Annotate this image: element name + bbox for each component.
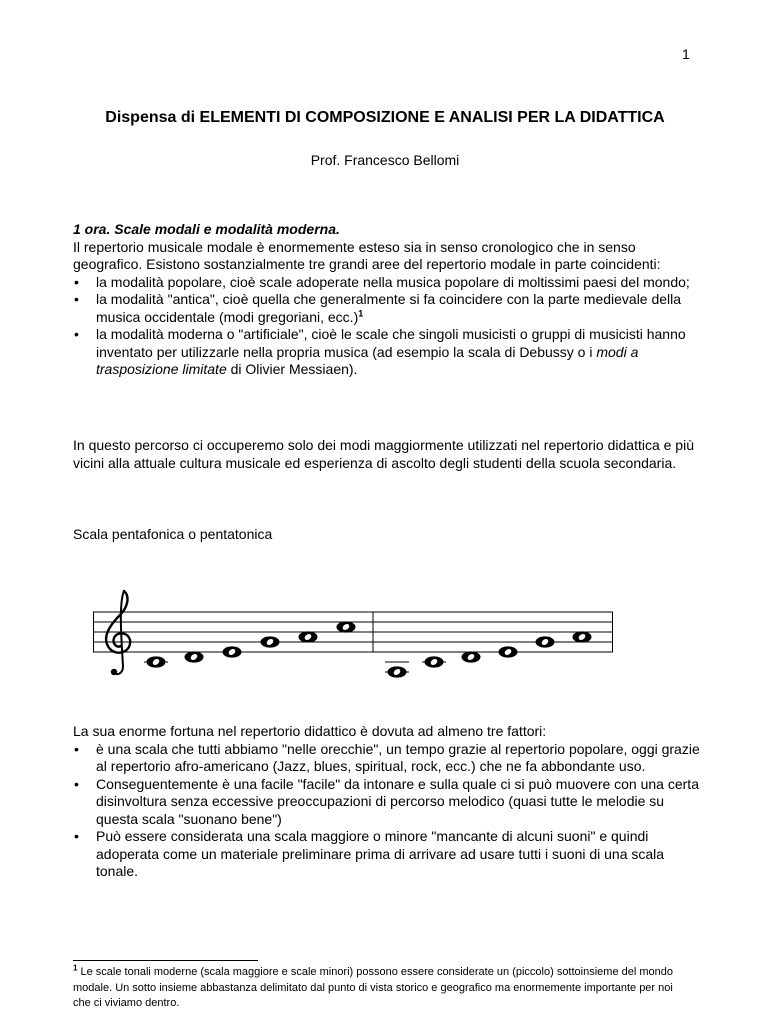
bullet: • [74, 326, 79, 342]
whole-note-C4 [147, 656, 166, 667]
modal-areas-list [73, 274, 701, 379]
reasons-block [73, 723, 701, 881]
list-item: • la modalità moderna o "artificiale", cioè le scale che singoli musicisti o gruppi di musicisti hanno inventato per utilizzarle nella propria musica (ad esempio la scala di Debussy o i modi a trasposizione limitate di Olivier Messiaen). [74, 326, 686, 377]
staff-lines [93, 612, 613, 652]
treble-clef-icon [106, 591, 130, 675]
scale-caption: Scala pentafonica o pentatonica [73, 526, 273, 542]
list-item: • la modalità "antica", cioè quella che generalmente si fa coincidere con la parte medievale della musica occidentale (modi gregoriani, ecc.)$^1$ [74, 291, 682, 325]
whole-note-G4 [261, 636, 280, 647]
footnote-separator [73, 960, 258, 961]
list-item: • Conseguentemente è una facile "facile" da intonare e sulla quale ci si può muovere con una certa disinvoltura senza eccessive preoccupazioni di percorso melodico (quasi tutte le melodie su questa scala "suonano bene") [74, 775, 699, 827]
list-item: • Può essere considerata una scala maggiore o minore "mancante di alcuni suoni" e quindi adoperata come un materiale preliminare prima di arrivare ad usare tutti i suoni di una scala tonale. [74, 828, 665, 879]
footnote-number: 1 [73, 963, 78, 973]
bullet: • [74, 291, 79, 307]
whole-note-C4 [425, 656, 444, 667]
whole-note-C5 [337, 621, 356, 632]
bullet: • [74, 775, 79, 792]
whole-note-D4 [185, 651, 204, 662]
intro-paragraph: Il repertorio musicale modale è enormemente esteso sia in senso cronologico che in senso geografico. Esistono sostanzialmente tre grandi aree del repertorio modale in parte coincidenti: [73, 238, 661, 272]
messiaen-modes-term: modi a trasposizione limitate [96, 343, 639, 377]
notes [147, 621, 592, 677]
reasons-list [73, 741, 701, 881]
whole-note-E4 [223, 646, 242, 657]
bullet: • [74, 828, 79, 844]
whole-note-E4 [499, 646, 518, 657]
reasons-intro: La sua enorme fortuna nel repertorio didattico è dovuta ad almeno tre fattori: [73, 723, 547, 739]
list-item: • la modalità popolare, cioè scale adoperate nella musica popolare di moltissimi paesi del mondo; [74, 273, 690, 290]
footnote-reference: 1 [358, 307, 364, 318]
whole-note-D4 [462, 651, 481, 662]
list-item: • è una scala che tutti abbiamo "nelle orecchie", un tempo grazie al repertorio popolare, oggi grazie al repertorio afro-americano (Jazz, blues, spiritual, rock, ecc.) che ne fa abbondante uso. [74, 740, 700, 774]
focus-paragraph: In questo percorso ci occuperemo solo dei modi maggiormente utilizzati nel repertorio didattica e più vicini alla attuale cultura musicale ed esperienza di ascolto degli studenti della scuola secondaria. [73, 437, 694, 471]
pentatonic-staff [93, 588, 618, 688]
bullet: • [74, 273, 79, 290]
bullet: • [74, 740, 79, 757]
whole-note-A4 [573, 631, 592, 642]
footnote-text: Le scale tonali moderne (scala maggiore e scale minori) possono essere considerate un (piccolo) sottoinsieme del mondo modale. Un sotto insieme abbastanza delimitato dal punto di vista storico e geografico ma enormemente importante per noi che ci viviamo dentro. [73, 966, 673, 1009]
author-line: Prof. Francesco Bellomi [310, 152, 460, 168]
whole-note-A4 [299, 631, 318, 642]
document-title: Dispensa di ELEMENTI DI COMPOSIZIONE E ANALISI PER LA DIDATTICA [105, 109, 665, 126]
whole-note-G4 [536, 636, 555, 647]
page-number: 1 [682, 46, 690, 62]
footnote [73, 965, 673, 1012]
whole-note-A3 [388, 666, 407, 677]
section-body [73, 221, 701, 379]
section-heading: 1 ora. Scale modali e modalità moderna. [73, 221, 340, 237]
